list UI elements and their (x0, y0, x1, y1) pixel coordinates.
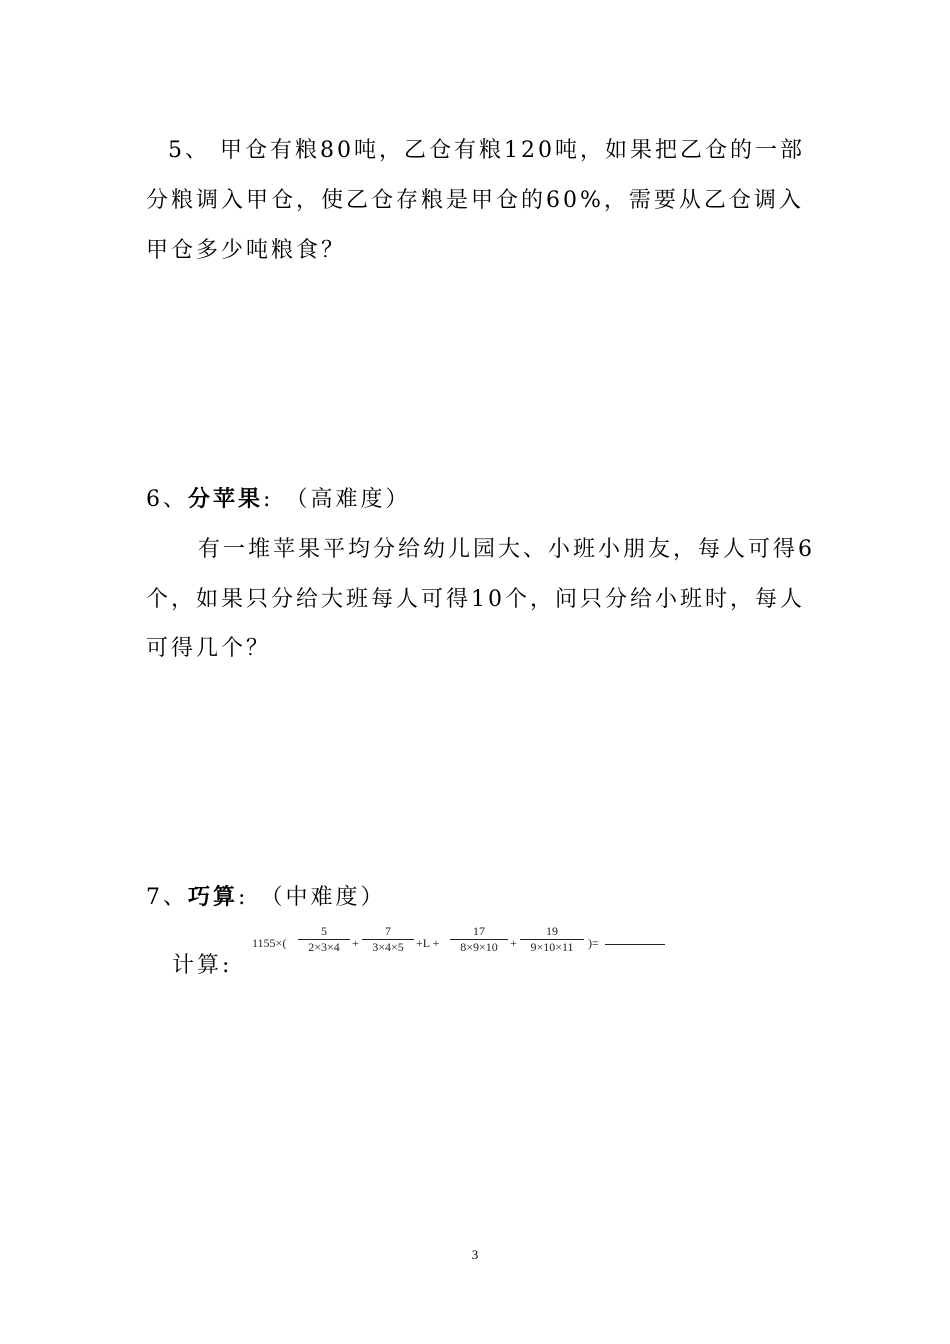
q7-title: 巧算 (188, 884, 239, 910)
answer-blank[interactable] (605, 944, 665, 945)
fraction-1-numerator: 5 (321, 924, 327, 938)
formula-ellipsis: +L + (416, 936, 440, 950)
formula-plus-1: + (352, 936, 359, 950)
q6-colon: : (263, 487, 274, 512)
q7-colon: : (238, 885, 249, 910)
q7-heading (146, 882, 385, 913)
formula-suffix: )= (588, 936, 599, 950)
fraction-1-denominator: 2×3×4 (308, 940, 340, 954)
fraction-3-denominator: 8×9×10 (460, 940, 498, 954)
fraction-2 (362, 924, 414, 955)
q6-heading (146, 484, 410, 515)
q5-line-1: 5、 甲仓有粮80吨，乙仓有粮120吨，如果把乙仓的一部 (168, 138, 805, 163)
q7-number: 7、 (146, 885, 188, 910)
fraction-4-denominator: 9×10×11 (530, 940, 574, 954)
fraction-2-numerator: 7 (385, 924, 391, 938)
q6-number: 6、 (146, 487, 188, 512)
q5-line-3: 甲仓多少吨粮食？ (146, 238, 347, 263)
q7-difficulty: （中难度） (260, 885, 386, 910)
q5-line-2: 分粮调入甲仓，使乙仓存粮是甲仓的60%，需要从乙仓调入 (146, 188, 804, 213)
formula-plus-3: + (510, 936, 517, 950)
q6-line-3: 可得几个？ (146, 636, 272, 661)
fraction-4-numerator: 19 (546, 924, 558, 938)
q6-difficulty: （高难度） (285, 487, 411, 512)
fraction-2-denominator: 3×4×5 (372, 940, 404, 954)
page-number: 3 (471, 1247, 479, 1262)
formula-prefix: 1155×( (252, 936, 287, 950)
fraction-4 (520, 924, 584, 955)
q6-line-1: 有一堆苹果平均分给幼儿园大、小班小朋友，每人可得6 (198, 537, 815, 562)
fraction-1 (298, 924, 350, 955)
q6-title: 分苹果 (188, 486, 264, 512)
q7-prompt: 计算: (172, 953, 233, 978)
q6-line-2: 个，如果只分给大班每人可得10个，问只分给小班时，每人 (146, 587, 805, 612)
fraction-3 (450, 924, 508, 955)
fraction-3-numerator: 17 (473, 924, 485, 938)
